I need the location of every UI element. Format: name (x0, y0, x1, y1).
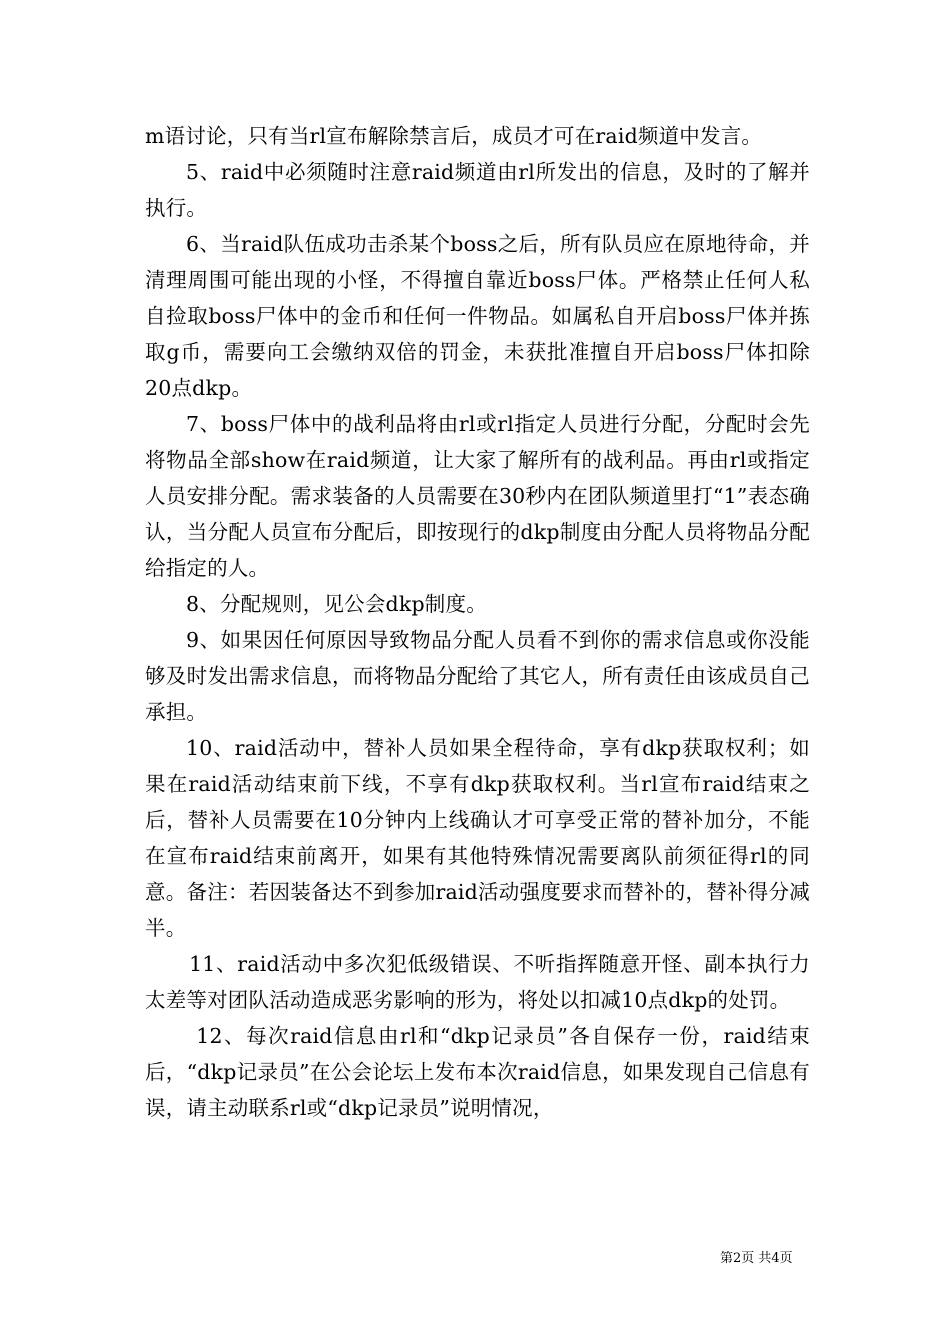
paragraph-rule-9: 9、如果因任何原因导致物品分配人员看不到你的需求信息或你没能够及时发出需求信息，而将物品分配给了其它人，所有责任由该成员自己承担。 (145, 628, 810, 724)
paragraph-rule-12: 12、每次raid信息由rl和“dkp记录员”各自保存一份，raid结束后，“dkp记录员”在公会论坛上发布本次raid信息，如果发现自己信息有误，请主动联系rl或“dkp记录员”说明情况， (145, 1024, 810, 1120)
paragraph-rule-11: 11、raid活动中多次犯低级错误、不听指挥随意开怪、副本执行力太差等对团队活动造成恶劣影响的形为，将处以扣减10点dkp的处罚。 (145, 952, 810, 1012)
paragraph-rule-7: 7、boss尸体中的战利品将由rl或rl指定人员进行分配，分配时会先将物品全部show在raid频道，让大家了解所有的战利品。再由rl或指定人员安排分配。需求装备的人员需要在30秒内在团队频道里打“1”表态确认，当分配人员宣布分配后，即按现行的dkp制度由分配人员将物品分配给指定的人。 (145, 412, 810, 580)
paragraph-rule-10: 10、raid活动中，替补人员如果全程待命，享有dkp获取权利；如果在raid活动结束前下线，不享有dkp获取权利。当rl宣布raid结束之后，替补人员需要在10分钟内上线确认才可享受正常的替补加分，不能在宣布raid结束前离开，如果有其他特殊情况需要离队前须征得rl的同意。备注：若因装备达不到参加raid活动强度要求而替补的，替补得分减半。 (145, 736, 810, 940)
paragraph-rule-6: 6、当raid队伍成功击杀某个boss之后，所有队员应在原地待命，并清理周围可能出现的小怪，不得擅自靠近boss尸体。严格禁止任何人私自捡取boss尸体中的金币和任何一件物品。如属私自开启boss尸体并拣取g币，需要向工会缴纳双倍的罚金，未获批准擅自开启boss尸体扣除20点dkp。 (145, 232, 810, 400)
page-number-footer: 第2页 共4页 (720, 1251, 793, 1266)
paragraph-continuation: m语讨论，只有当rl宣布解除禁言后，成员才可在raid频道中发言。 (145, 124, 763, 148)
paragraph-rule-8: 8、分配规则，见公会dkp制度。 (186, 592, 487, 616)
document-body (145, 118, 810, 1126)
paragraph-rule-5: 5、raid中必须随时注意raid频道由rl所发出的信息，及时的了解并执行。 (145, 160, 810, 220)
